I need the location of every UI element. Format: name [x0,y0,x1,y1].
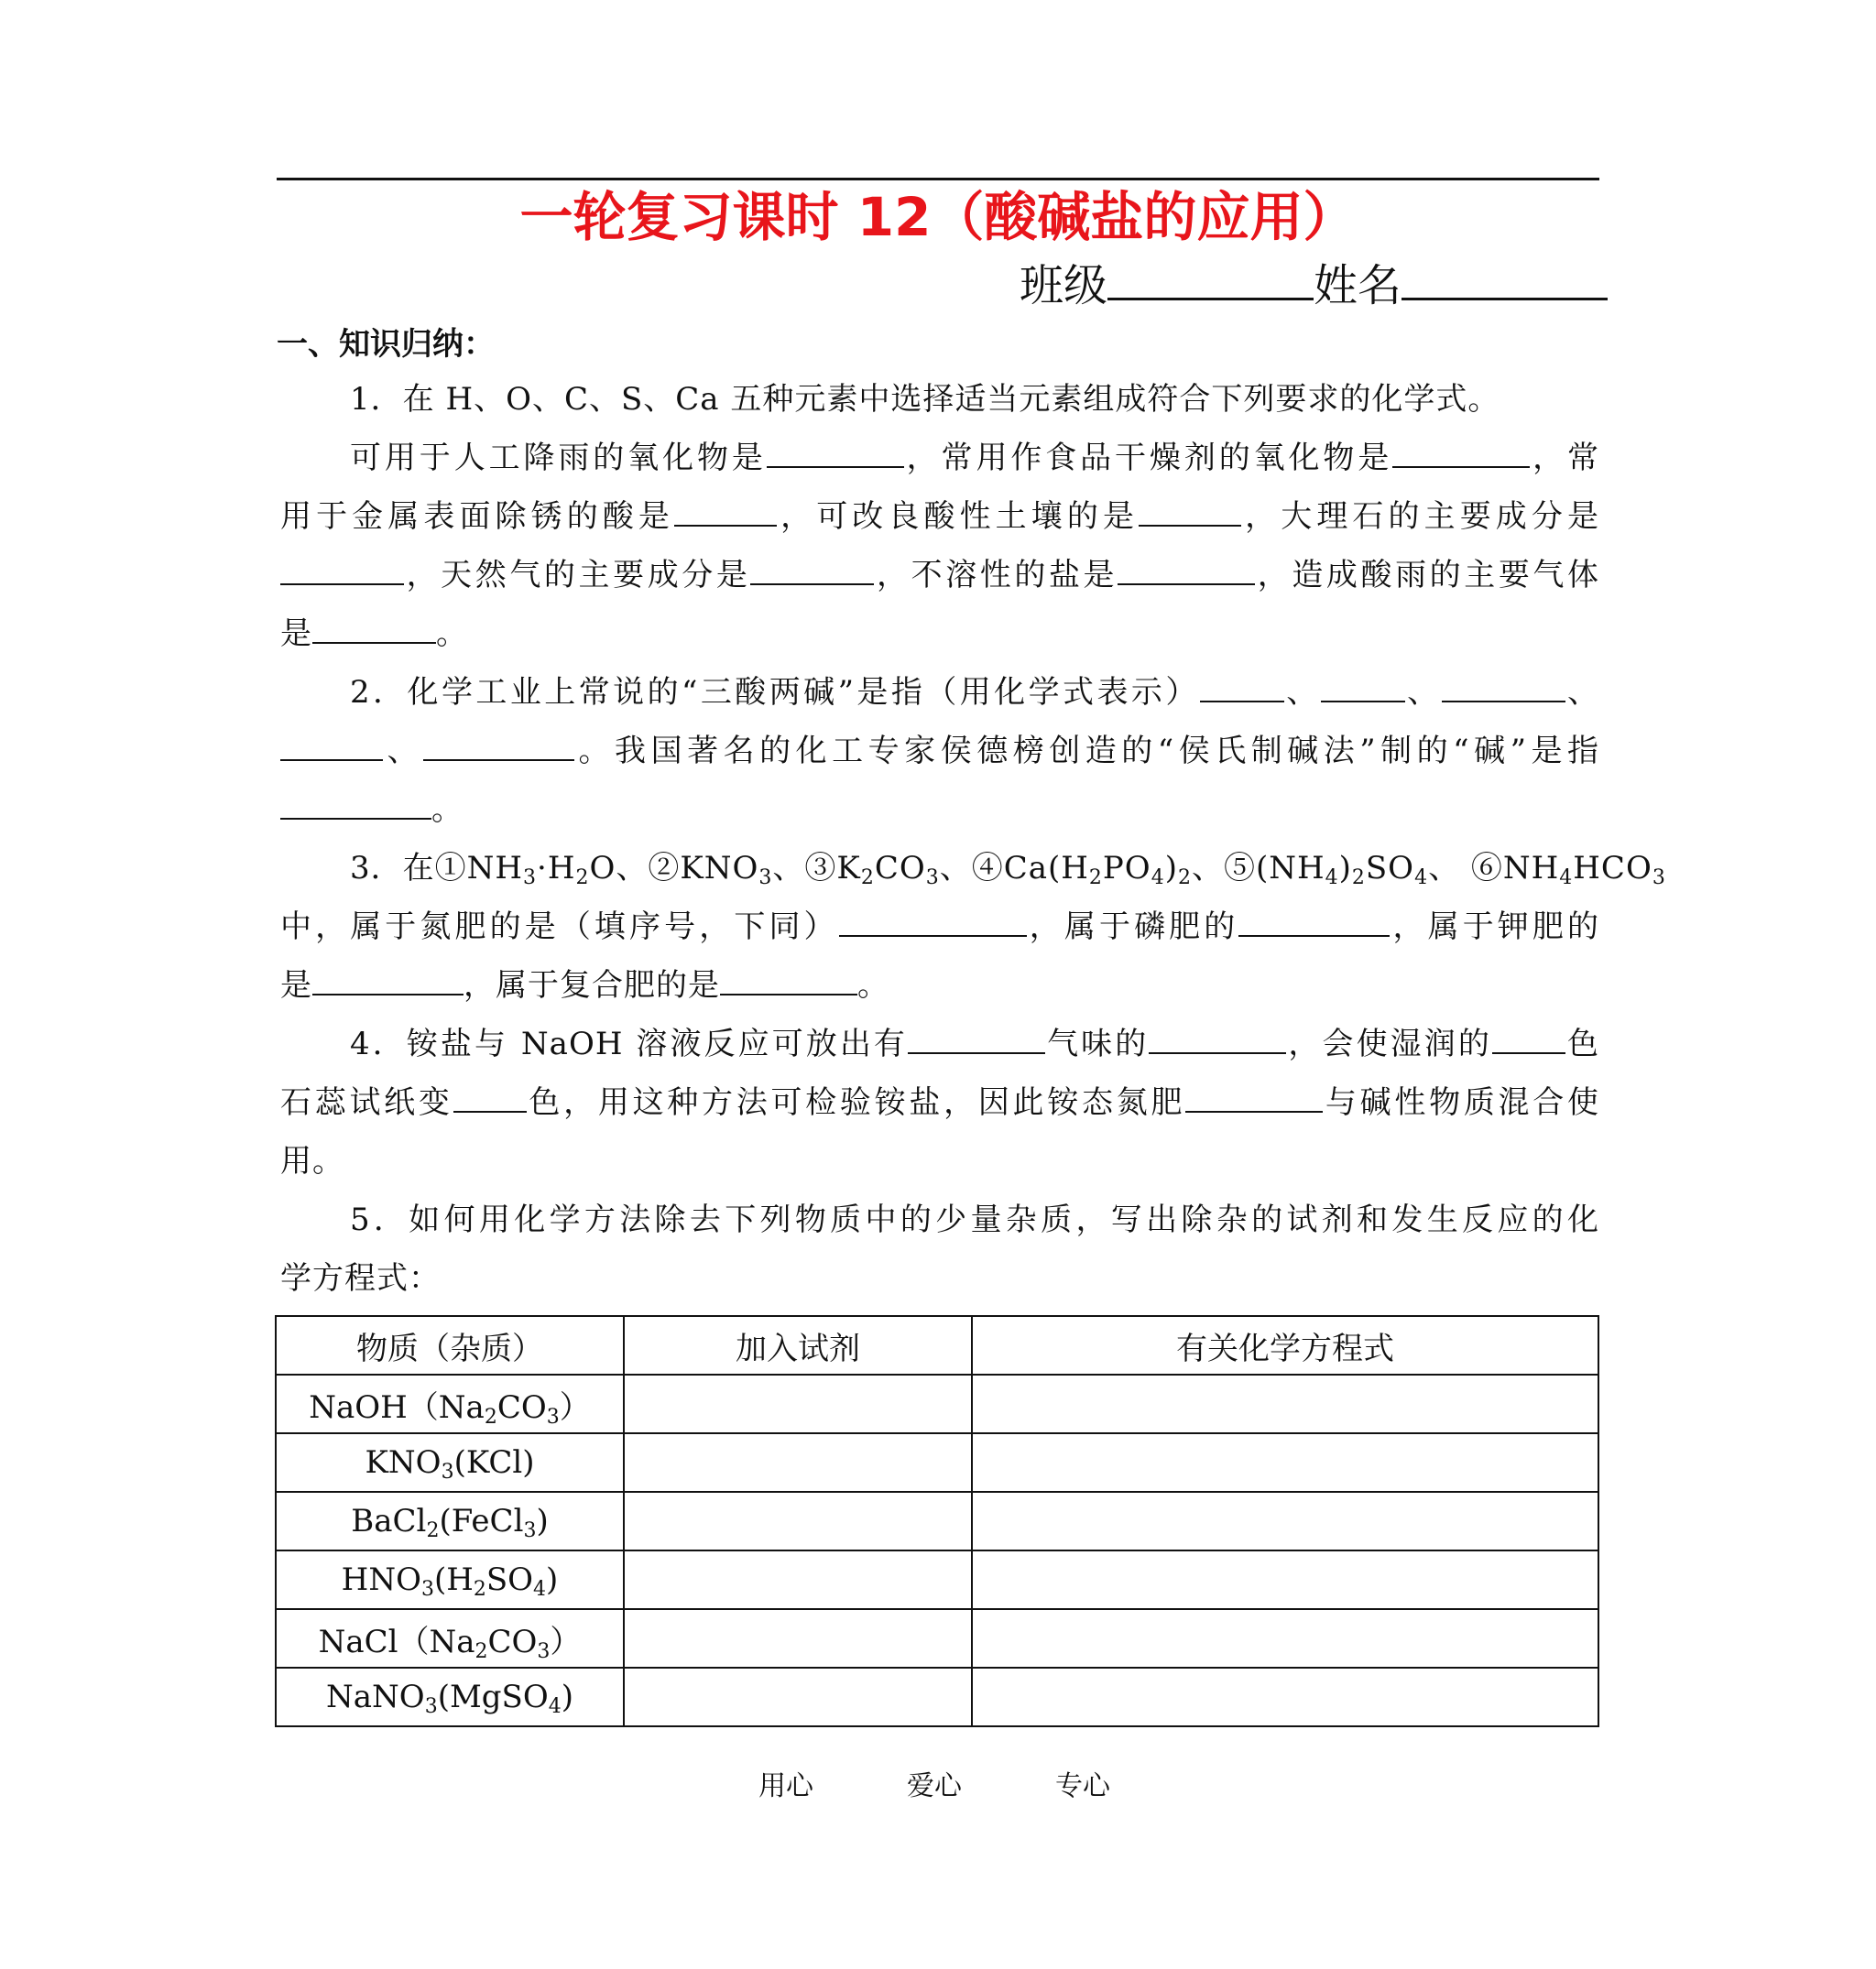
q1-line-2: 可用于人工降雨的氧化物是 ，常用作食品干燥剂的氧化物是 ，常 [350,440,1600,476]
substance-cell: NaNO$_3$(MgSO$_4$) [276,1668,624,1726]
header-substance: 物质（杂质） [276,1316,624,1375]
answer-blank[interactable] [1238,908,1390,937]
substance-cell: $NaOH(Na_2CO_3)$ [276,1375,624,1433]
q2-line-3: 。 [280,780,1599,839]
table-row [276,1550,1598,1609]
answer-blank[interactable] [1392,439,1530,468]
header-reagent: 加入试剂 [624,1316,972,1375]
substance-cell: BaCl$_2$(FeCl$_3$) [276,1492,624,1550]
answer-blank[interactable] [312,966,464,995]
purification-table [275,1315,1599,1727]
table-row [276,1492,1598,1550]
footer-word: 用心 [758,1770,813,1802]
q5-line-1: 5．如何用化学方法除去下列物质中的少量杂质，写出除杂的试剂和发生反应的化 [350,1202,1599,1238]
footer-word: 专心 [1055,1770,1110,1802]
answer-blank[interactable] [280,556,404,585]
reagent-cell[interactable] [624,1492,972,1550]
answer-blank[interactable] [1321,673,1405,702]
answer-blank[interactable] [720,966,857,995]
substance-cell: $KNO_3(KCl)$ [276,1433,624,1492]
header-equation: 有关化学方程式 [972,1316,1598,1375]
class-label: 班级 [1020,260,1108,311]
answer-blank[interactable] [423,732,574,761]
answer-blank[interactable] [280,732,383,761]
answer-blank[interactable] [674,497,777,527]
section-heading: 一、知识归纳： [277,326,495,363]
table-header-row [276,1316,1598,1375]
q5-line-2: 学方程式： [280,1260,441,1297]
answer-blank[interactable] [908,1025,1045,1054]
page-title: 一轮复习课时 12（酸碱盐的应用） [519,186,1357,248]
reagent-cell[interactable] [624,1668,972,1726]
q2-line-2: 、 。我国著名的化工专家侯德榜创造的“侯氏制碱法”制的“碱”是指 [280,722,1599,780]
reagent-cell[interactable] [624,1550,972,1609]
table-row [276,1609,1598,1668]
q3-line-1: 3．在$①NH_3\cdot H_2O$、$②KNO_3$、$③K_2CO_3$、$④Ca(H_2PO_4)_2$、$⑤(NH_4)_2SO_4$、 $⑥NH_4HCO_3$ [350,850,1666,889]
table-row [276,1375,1598,1433]
reagent-cell[interactable] [624,1433,972,1492]
table-row [276,1668,1598,1726]
reagent-cell[interactable] [624,1375,972,1433]
answer-blank[interactable] [839,908,1027,937]
q1-line-1: 1．在 H、O、C、S、Ca 五种元素中选择适当元素组成符合下列要求的化学式。 [350,381,1500,418]
q1-line-5: 是 。 [280,615,468,652]
answer-blank[interactable] [1149,1025,1286,1054]
q1-line-3: 用于金属表面除锈的酸是 ，可改良酸性土壤的是 ，大理石的主要成分是 [280,498,1599,535]
equation-cell[interactable] [972,1668,1598,1726]
table-row [276,1433,1598,1492]
equation-cell[interactable] [972,1375,1598,1433]
footer-word: 爱心 [907,1770,962,1802]
q3-line-2: 中，属于氮肥的是（填序号，下同） ，属于磷肥的 ，属于钾肥的 [280,908,1600,945]
answer-blank[interactable] [1118,556,1255,585]
q2-line-1: 2．化学工业上常说的“三酸两碱”是指（用化学式表示） 、 、 、 [350,674,1600,711]
answer-blank[interactable] [1139,497,1241,527]
q4-line-1: 4．铵盐与 NaOH 溶液反应可放出有 气味的 ，会使湿润的 色 [350,1026,1600,1062]
answer-blank[interactable] [767,439,904,468]
q1-line-4: ，天然气的主要成分是 ，不溶性的盐是 ，造成酸雨的主要气体 [280,546,1599,604]
reagent-cell[interactable] [624,1609,972,1668]
answer-blank[interactable] [1442,673,1565,702]
equation-cell[interactable] [972,1433,1598,1492]
answer-blank[interactable] [453,1083,527,1113]
equation-cell[interactable] [972,1550,1598,1609]
class-name-row [1020,252,1608,316]
equation-cell[interactable] [972,1492,1598,1550]
answer-blank[interactable] [1200,673,1284,702]
q4-line-2: 石蕊试纸变 色，用这种方法可检验铵盐，因此铵态氮肥 与碱性物质混合使 [280,1084,1600,1121]
class-blank[interactable] [1107,252,1314,300]
answer-blank[interactable] [280,790,431,820]
substance-cell: $NaCl(Na_2CO_3)$ [276,1609,624,1668]
answer-blank[interactable] [1185,1083,1323,1113]
equation-cell[interactable] [972,1609,1598,1668]
answer-blank[interactable] [1492,1025,1565,1054]
name-label: 姓名 [1314,260,1402,311]
answer-blank[interactable] [312,615,436,644]
q3-line-3: 是 ，属于复合肥的是 。 [280,967,889,1004]
answer-blank[interactable] [750,556,874,585]
name-blank[interactable] [1402,252,1608,300]
substance-cell: $HNO_3(H_2SO_4)$ [276,1550,624,1609]
q4-line-3: 用。 [280,1143,344,1180]
